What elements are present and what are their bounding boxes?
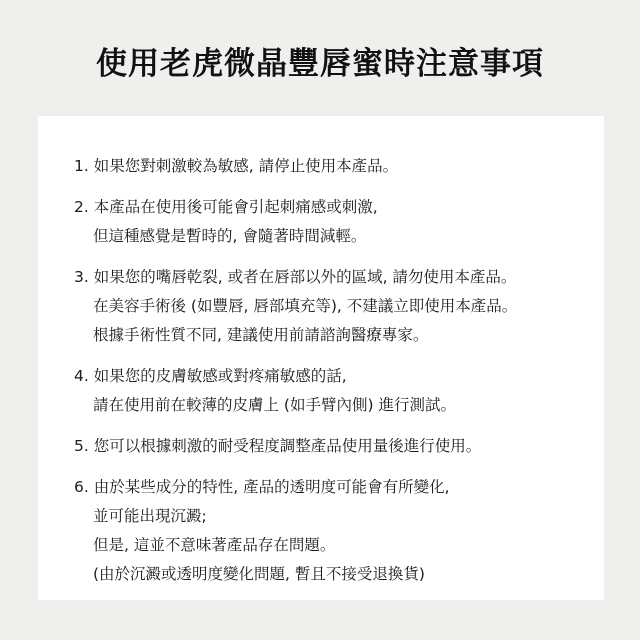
note-line: 5. 您可以根據刺激的耐受程度調整產品使用量後進行使用。 (74, 437, 482, 455)
note-item (74, 193, 517, 251)
note-line: 6. 由於某些成分的特性, 產品的透明度可能會有所變化, (74, 478, 450, 496)
note-item (74, 432, 517, 461)
note-line: 4. 如果您的皮膚敏感或對疼痛敏感的話, (74, 367, 347, 385)
note-item (74, 473, 517, 589)
note-line: 2. 本產品在使用後可能會引起刺痛感或刺激, (74, 198, 378, 216)
note-item (74, 362, 517, 420)
note-line: 根據手術性質不同, 建議使用前請諮詢醫療專家。 (93, 326, 429, 344)
note-line: 1. 如果您對刺激較為敏感, 請停止使用本產品。 (74, 157, 399, 175)
note-line: 並可能出現沉澱; (93, 507, 207, 525)
note-line: 但這種感覺是暫時的, 會隨著時間減輕。 (93, 227, 367, 245)
note-line: (由於沉澱或透明度變化問題, 暫且不接受退換貨) (93, 565, 425, 583)
note-line: 請在使用前在較薄的皮膚上 (如手臂內側) 進行測試。 (93, 396, 456, 414)
note-item (74, 263, 517, 350)
notes-list (74, 152, 517, 601)
note-item (74, 152, 517, 181)
note-line: 3. 如果您的嘴唇乾裂, 或者在唇部以外的區域, 請勿使用本產品。 (74, 268, 517, 286)
note-line: 但是, 這並不意味著產品存在問題。 (93, 536, 336, 554)
note-line: 在美容手術後 (如豐唇, 唇部填充等), 不建議立即使用本產品。 (93, 297, 518, 315)
notes-card (38, 116, 604, 600)
page-title: 使用老虎微晶豐唇蜜時注意事項 (96, 46, 544, 82)
